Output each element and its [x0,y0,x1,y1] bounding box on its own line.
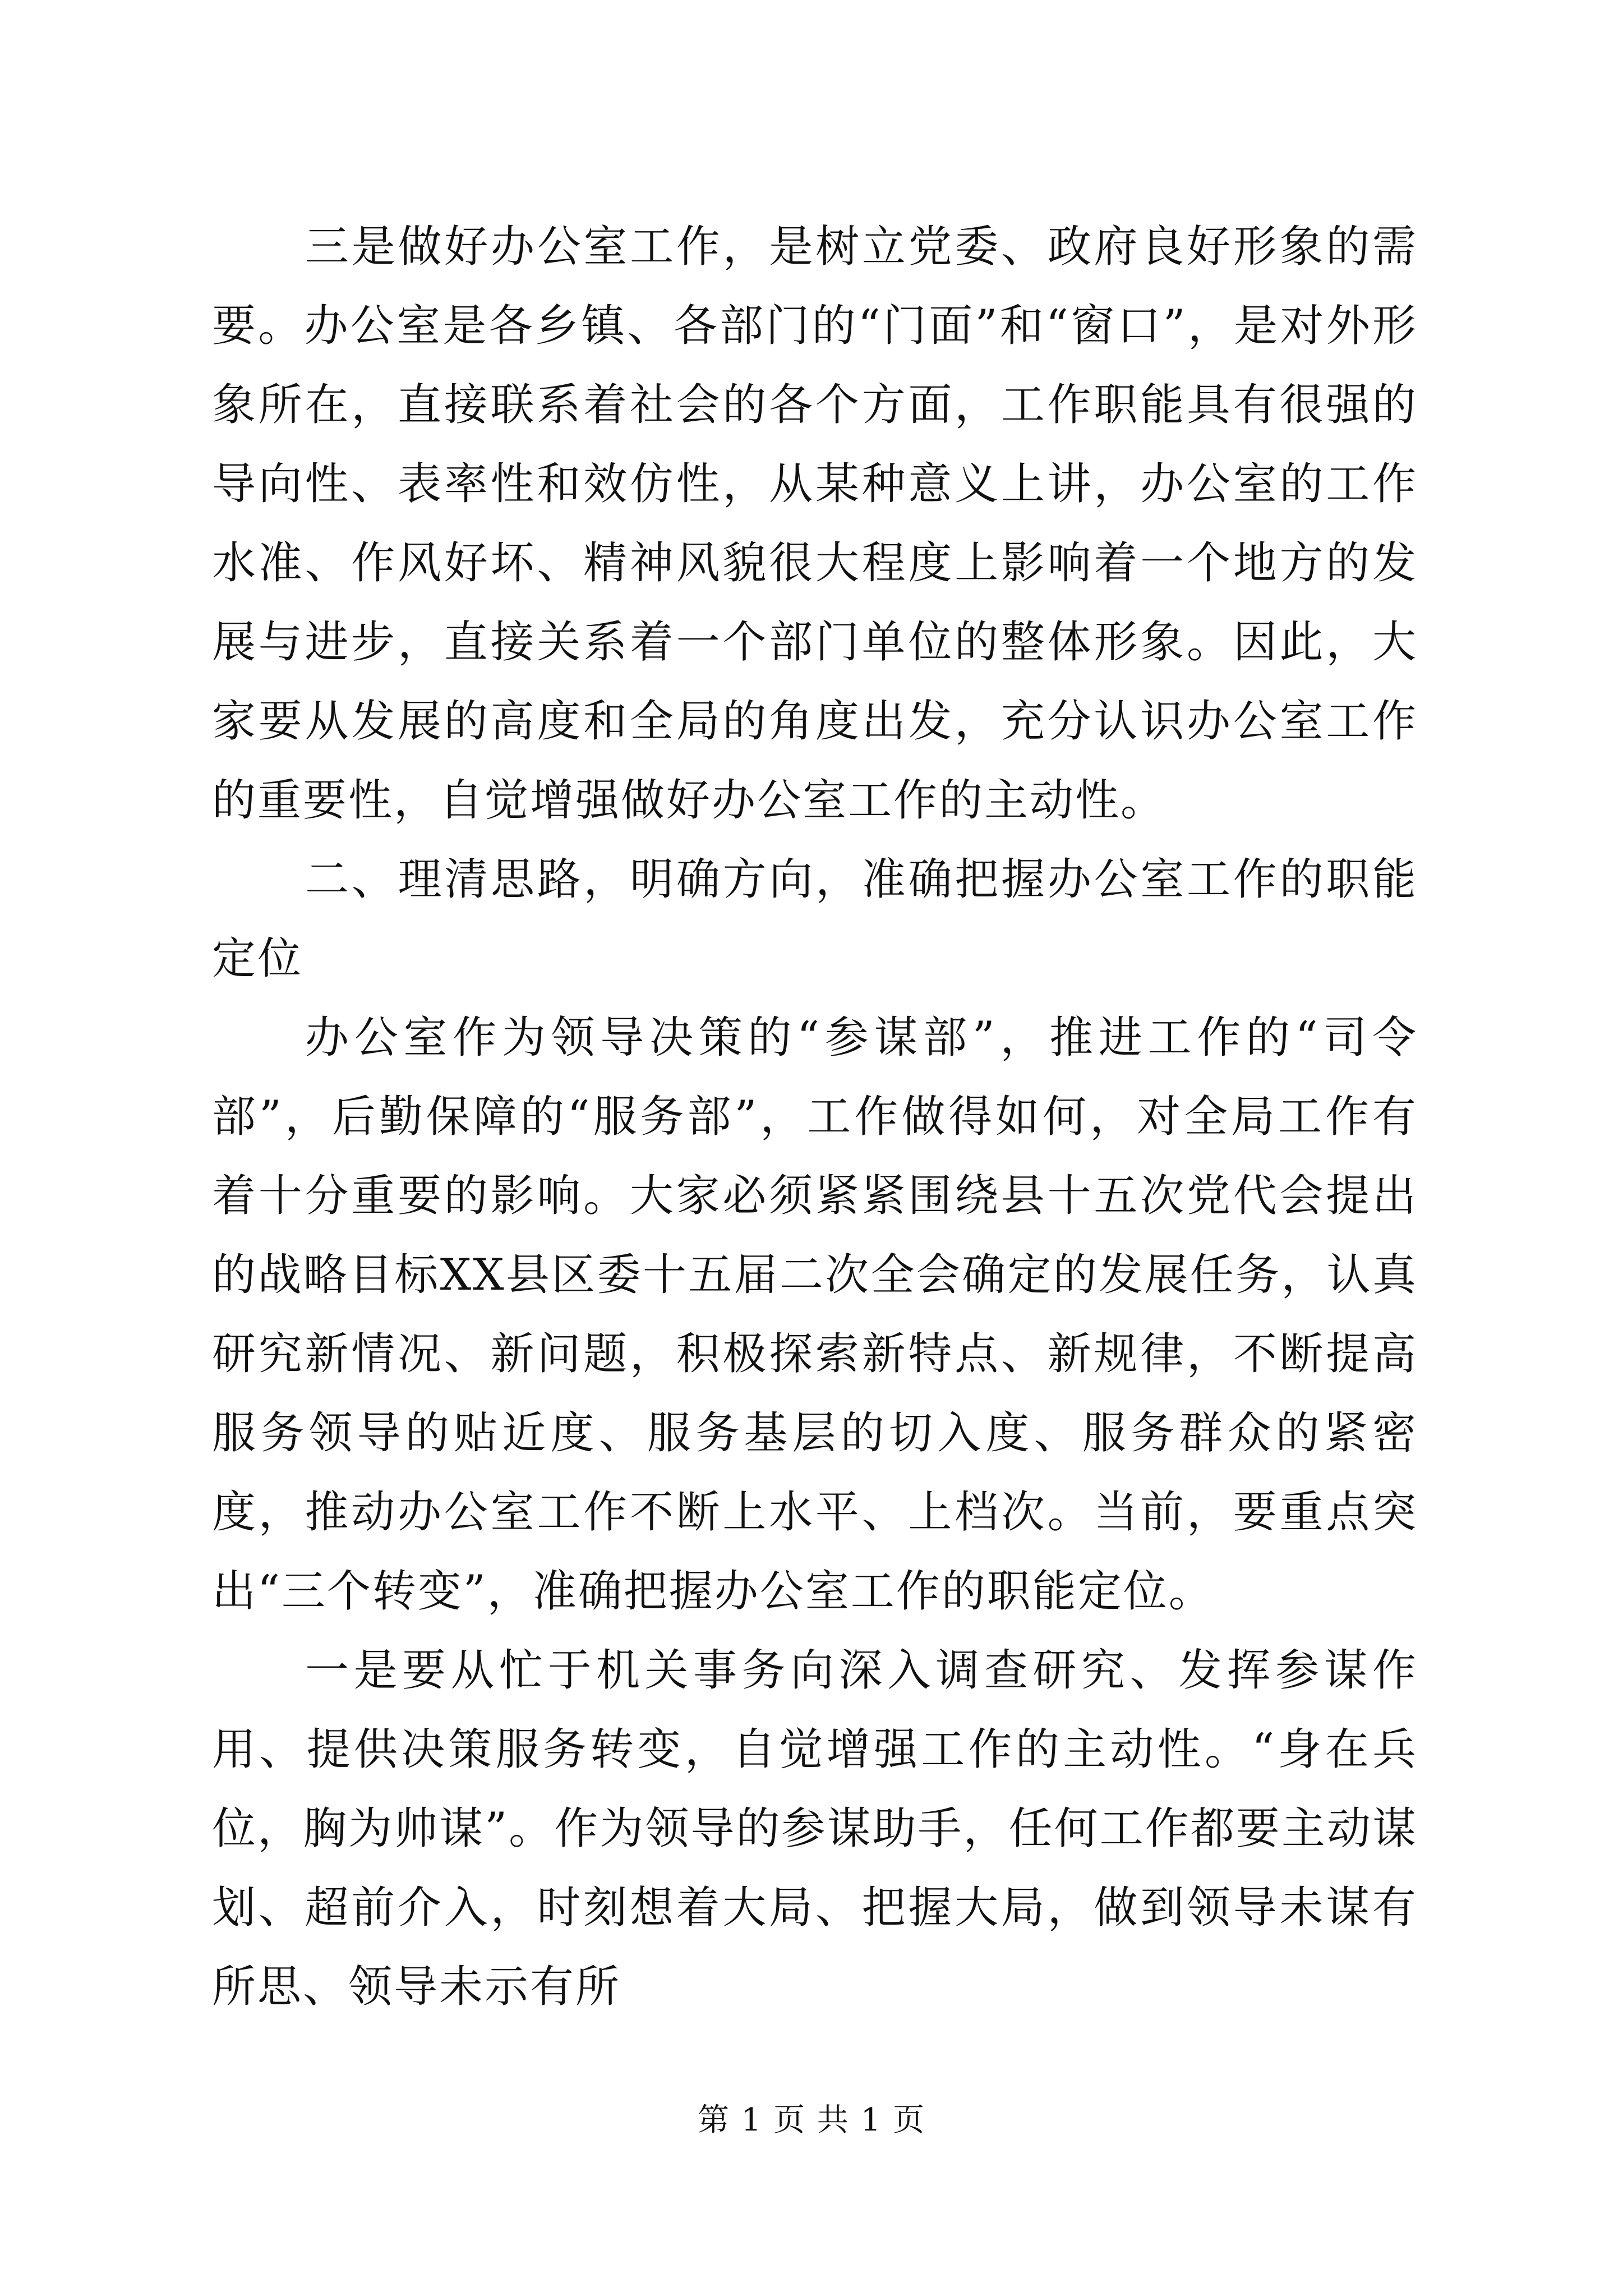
paragraph-office-role: 办公室作为领导决策的“参谋部”，推进工作的“司令部”，后勤保障的“服务部”，工作做得如何，对全局工作有着十分重要的影响。大家必须紧紧围绕县十五次党代会提出的战略目标XX县区委十五届二次全会确定的发展任务，认真研究新情况、新问题，积极探索新特点、新规律，不断提高服务领导的贴近度、服务基层的切入度、服务群众的紧密度，推动办公室工作不断上水平、上档次。当前，要重点突出“三个转变”，准确把握办公室工作的职能定位。 [212,1013,1418,1617]
section-heading-two: 二、理清思路，明确方向，准确把握办公室工作的职能定位 [212,854,1418,984]
paragraph-image-of-party-committee: 三是做好办公室工作，是树立党委、政府良好形象的需要。办公室是各乡镇、各部门的“门面”和“窗口”，是对外形象所在，直接联系着社会的各个方面，工作职能具有很强的导向性、表率性和效仿性，从某种意义上讲，办公室的工作水准、作风好坏、精神风貌很大程度上影响着一个地方的发展与进步，直接关系着一个部门单位的整体形象。因此，大家要从发展的高度和全局的角度出发，充分认识办公室工作的重要性，自觉增强做好办公室工作的主动性。 [212,222,1418,826]
document-body [212,208,1418,2027]
page-footer: 第 1 页 共 1 页 [697,2102,926,2138]
paragraph-first-transformation: 一是要从忙于机关事务向深入调查研究、发挥参谋作用、提供决策服务转变，自觉增强工作的主动性。“身在兵位，胸为帅谋”。作为领导的参谋助手，任何工作都要主动谋划、超前介入，时刻想着大局、把握大局，做到领导未谋有所思、领导未示有所 [212,1645,1418,2012]
